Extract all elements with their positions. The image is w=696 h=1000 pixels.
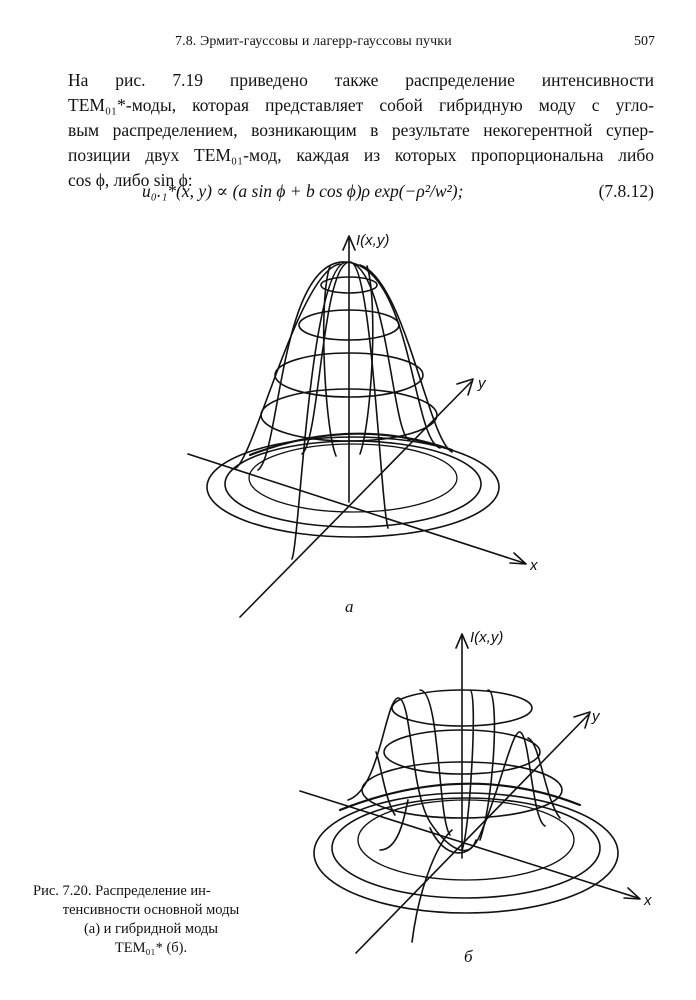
paragraph-line-4: позиции двух TEM₀₁-мод, каждая из которых пропорциональна либо [68, 145, 654, 165]
paragraph-line-3: вым распределением, возникающим в результате некогерентной супер- [68, 120, 654, 140]
page-number: 507 [634, 34, 655, 49]
caption-line-4: TEM₀₁* (б). [114, 940, 188, 956]
panel-b-axis-y-label: y [592, 708, 600, 725]
panel-a-axis-x-label: x [530, 557, 538, 574]
figure-caption [33, 882, 269, 958]
panel-b-label: б [464, 947, 473, 966]
paragraph-line-5: cos ϕ, либо sin ϕ: [68, 170, 193, 190]
caption-line-3: (а) и гибридной моды [83, 921, 219, 937]
base-ring-middle [225, 441, 481, 527]
paragraph-line-1: На рис. 7.19 приведено также распределение интенсивности [68, 70, 654, 90]
caption-line-1: Рис. 7.20. Распределение ин- [33, 883, 211, 899]
base-ring-outer [207, 437, 499, 537]
equation-formula: u₀.₁*(x, y) ∝ (a sin ϕ + b cos ϕ)ρ exp(−ρ²/w²); [142, 181, 464, 201]
panel-a-plot [188, 236, 526, 617]
paragraph-line-2: TEM₀₁*-моды, которая представляет собой гибридную моду с угло- [68, 95, 654, 115]
equation-number: (7.8.12) [598, 181, 654, 201]
base-ring-middle [332, 798, 600, 898]
panel-b-axis-intensity-label: I(x,y) [470, 629, 504, 646]
panel-b-plot [300, 634, 640, 953]
panel-a-label: а [345, 597, 354, 616]
panel-a-axis-intensity-label: I(x,y) [356, 232, 390, 249]
caption-line-2: тенсивности основной моды [62, 902, 240, 918]
panel-a-axis-y-label: y [478, 375, 486, 392]
base-ring-outer [314, 793, 618, 913]
panel-b-axis-x-label: x [644, 892, 652, 909]
running-head: 7.8. Эрмит-гауссовы и лагерр-гауссовы пучки [175, 34, 452, 49]
